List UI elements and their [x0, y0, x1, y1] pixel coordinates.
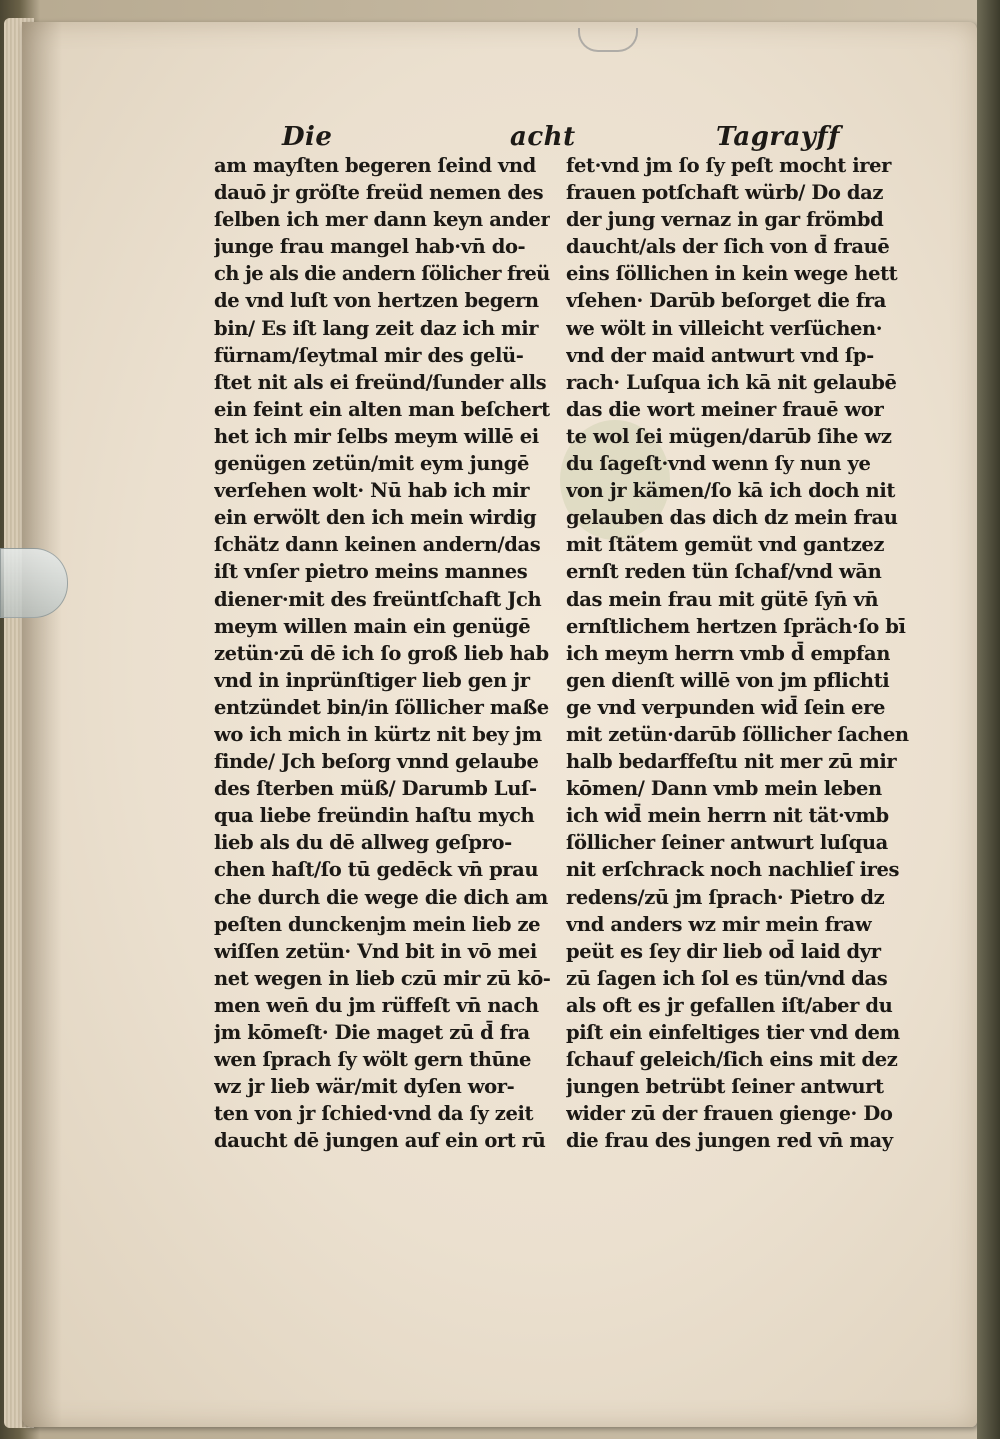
text-line: das die wort meiner frauē wor [566, 397, 884, 421]
text-line: diener·mit des freüntſchaft Jch [214, 587, 542, 611]
text-line: peſten dunckenjm mein lieb ze [214, 912, 541, 936]
text-line: des ſterben müß/ Darumb Luſ- [214, 777, 537, 801]
text-line: rach· Luſqua ich kā nit gelaubē [566, 370, 897, 394]
text-line: von jr kämen/ſo kā ich doch nit [566, 479, 895, 503]
text-line: mit ſtätem gemüt vnd gantzez [566, 533, 885, 557]
text-line: peüt es ſey dir lieb od̄ laid dyr [566, 939, 881, 963]
text-line: genügen zetün/mit eym jungē [214, 452, 530, 476]
text-line: die frau des jungen red vn̄ may [566, 1129, 893, 1153]
running-header [282, 122, 842, 156]
text-line: ich wid̄ mein herrn nit tät·vmb [566, 804, 889, 828]
text-line: mit zetün·darūb ſöllicher ſachen [566, 722, 909, 746]
text-line: vnd der maid antwurt vnd ſp- [566, 343, 874, 367]
text-line: we wölt in villeicht verſüchen· [566, 316, 883, 340]
text-line: halb bedarffeſtu nit mer zū mir [566, 750, 897, 774]
text-line: ernſtlichem hertzen ſpräch·ſo bī [566, 614, 906, 638]
right-edge [977, 0, 1000, 1439]
text-line: che durch die wege die dich am [214, 885, 548, 909]
text-line: ein feint ein alten man beſchert [214, 397, 550, 421]
header-center: acht [510, 122, 576, 152]
text-line: du ſageſt·vnd wenn ſy nun ye [566, 452, 871, 476]
text-line: de vnd luſt von hertzen begern [214, 289, 539, 313]
text-line: ſchätz dann keinen andern/das [214, 533, 541, 557]
text-line: bin/ Es iſt lang zeit daz ich mir [214, 316, 539, 340]
text-line: vſehen· Darūb beſorget die fra [566, 289, 886, 313]
text-line: entzündet bin/in ſöllicher maße [214, 695, 549, 719]
text-line: qua liebe freündin haſtu mych [214, 804, 535, 828]
text-line: der jung vernaz in gar frömbd [566, 208, 884, 232]
text-line: ge vnd verpunden wid̄ ſein ere [566, 695, 886, 719]
text-line: chen haſt/ſo tū gedēck vn̄ prau [214, 858, 539, 882]
text-line: iſt vnſer pietro meins mannes [214, 560, 528, 584]
left-text-column [214, 152, 550, 1154]
top-clip-icon [578, 28, 638, 52]
text-line: ich meym herrn vmb d̄ empfan [566, 641, 891, 665]
text-line: jungen betrübt ſeiner antwurt [566, 1075, 884, 1099]
text-line: gen dienſt willē von jm pflichti [566, 668, 890, 692]
text-line: frauen potſchaft würb/ Do daz [566, 181, 883, 205]
text-line: ein erwölt den ich mein wirdig [214, 506, 537, 530]
text-line: meym willen main ein genügē [214, 614, 531, 638]
text-line: das mein frau mit gütē ſyn̄ vn̄ [566, 587, 879, 611]
header-left: Die [282, 122, 333, 152]
text-line: zetün·zū dē ich ſo groß lieb hab [214, 641, 549, 665]
text-line: wiſſen zetün· Vnd bit in vō mei [214, 939, 537, 963]
text-line: redens/zū jm ſprach· Pietro dz [566, 885, 885, 909]
text-line: gelauben das dich dz mein frau [566, 506, 898, 530]
text-line: finde/ Jch beſorg vnnd gelaube [214, 750, 539, 774]
text-line: het ich mir ſelbs meym willē ei [214, 424, 539, 448]
text-line: daucht/als der ſich von d̄ frauē [566, 235, 890, 259]
text-line: wz jr lieb wär/mit dyſen wor- [214, 1075, 515, 1099]
text-line: ernſt reden tün ſchaf/vnd wān [566, 560, 882, 584]
text-line: ſtet nit als ei freünd/ſunder alls [214, 370, 547, 394]
text-line: ſchauf geleich/ſich eins mit dez [566, 1048, 898, 1072]
text-line: wider zū der frauen gienge· Do [566, 1102, 893, 1126]
page-clip-icon [0, 548, 68, 618]
text-line: ſöllicher ſeiner antwurt luſqua [566, 831, 888, 855]
text-line: eins ſöllichen in kein wege hett [566, 262, 898, 286]
text-line: dauō jr gröſte freüd nemen des [214, 181, 544, 205]
text-line: am mayſten begeren ſeind vnd [214, 154, 536, 177]
text-line: daucht dē jungen auf ein ort rū [214, 1129, 546, 1153]
text-line: lieb als du dē allweg geſpro- [214, 831, 512, 855]
text-line: fürnam/ſeytmal mir des gelü- [214, 343, 524, 367]
text-line: piſt ein einfeltiges tier vnd dem [566, 1021, 900, 1044]
text-line: wo ich mich in kürtz nit bey jm [214, 722, 542, 746]
text-line: ſelben ich mer dann keyn ander [214, 208, 550, 232]
text-line: fet·vnd jm ſo ſy peſt mocht irer [566, 154, 891, 177]
text-line: vnd in inprünſtiger lieb gen jr [214, 668, 530, 692]
text-line: nit erſchrack noch nachlieſ ires [566, 858, 900, 882]
text-line: kōmen/ Dann vmb mein leben [566, 777, 882, 801]
text-line: men wen̄ du jm rüffeſt vn̄ nach [214, 993, 539, 1017]
text-line: ch je als die andern ſölicher freü [214, 262, 550, 286]
binding-shadow [22, 22, 62, 1427]
text-line: zū ſagen ich ſol es tün/vnd das [566, 966, 888, 990]
text-line: vnd anders wz mir mein fraw [566, 912, 872, 936]
text-line: verſehen wolt· Nū hab ich mir [214, 479, 530, 503]
right-text-column [566, 152, 912, 1154]
text-line: als oft es jr gefallen iſt/aber du [566, 993, 893, 1017]
text-line: ten von jr ſchied·vnd da ſy zeit [214, 1102, 534, 1126]
text-line: junge frau mangel hab·vn̄ do- [214, 235, 526, 259]
text-line: jm kōmeſt· Die maget zū d̄ fra [214, 1021, 530, 1044]
text-line: net wegen in lieb czū mir zū kō- [214, 966, 550, 990]
text-line: wen ſprach ſy wölt gern thūne [214, 1048, 532, 1072]
header-right: Tagrayff [716, 122, 840, 152]
text-line: te wol ſei mügen/darūb ſihe wz [566, 424, 892, 448]
